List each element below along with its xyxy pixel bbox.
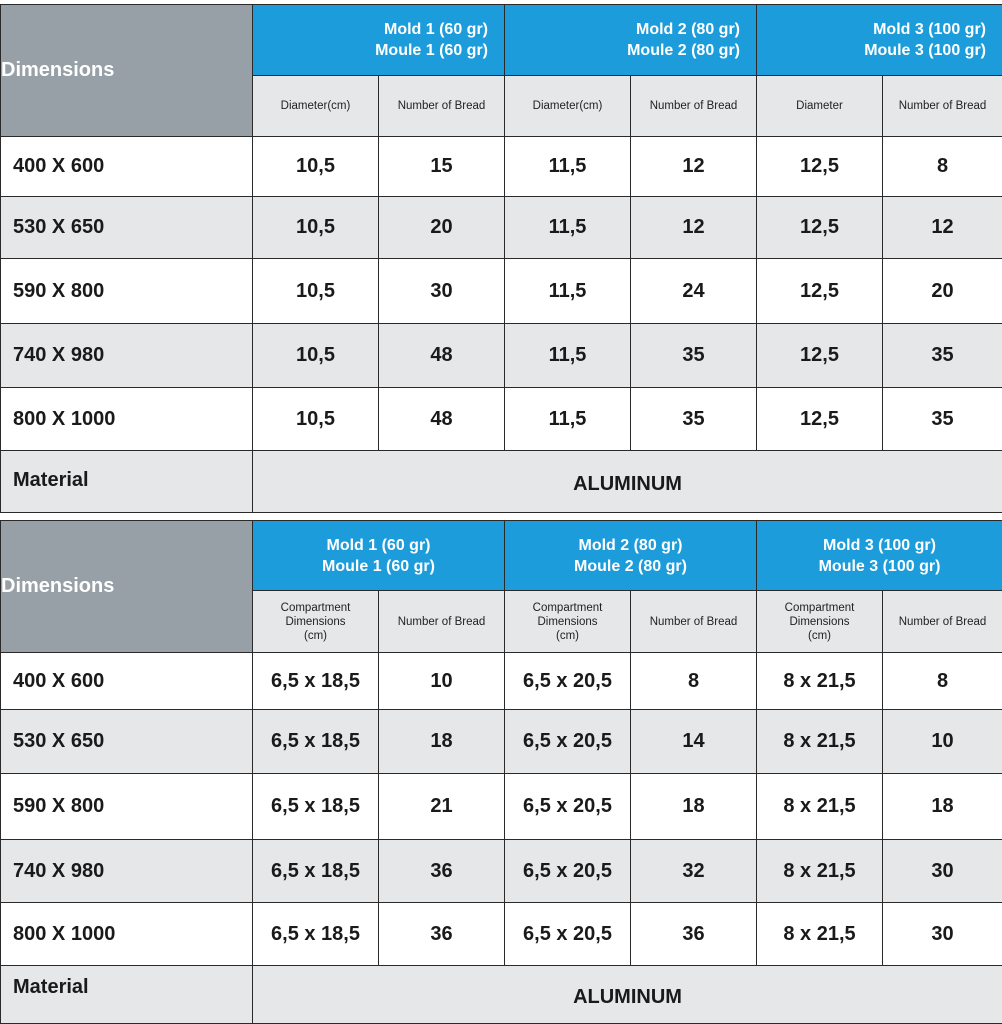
subheader-compartment-dimensions [253, 591, 379, 653]
bread-count-cell: 35 [631, 324, 757, 388]
bread-count-cell: 12 [631, 137, 757, 197]
mold-1-label: Mold 1 (60 gr) [326, 536, 431, 554]
bread-count-cell: 32 [631, 840, 757, 903]
bread-count-cell: 8 [631, 653, 757, 710]
diameter-cell: 11,5 [505, 137, 631, 197]
dimension-cell: 530 X 650 [1, 710, 253, 774]
bread-count-cell: 24 [631, 259, 757, 324]
dimension-cell: 400 X 600 [1, 137, 253, 197]
subheader-diameter: Diameter(cm) [505, 76, 631, 137]
compartment-cell: 6,5 x 20,5 [505, 774, 631, 840]
subheader-number-of-bread: Number of Bread [883, 591, 1002, 653]
mold-2-header [505, 5, 757, 76]
diameter-cell: 10,5 [253, 324, 379, 388]
compartment-cell: 6,5 x 20,5 [505, 903, 631, 966]
diameter-cell: 12,5 [757, 324, 883, 388]
diameter-cell: 10,5 [253, 197, 379, 259]
table-row [1, 259, 1002, 324]
bread-count-cell: 20 [379, 197, 505, 259]
dimensions-header: Dimensions [1, 5, 253, 137]
compartment-cell: 6,5 x 18,5 [253, 653, 379, 710]
moule-3-label: Moule 3 (100 gr) [818, 557, 941, 575]
subheader-diameter: Diameter [757, 76, 883, 137]
moule-2-label: Moule 2 (80 gr) [574, 557, 687, 575]
subheader-diameter: Diameter(cm) [253, 76, 379, 137]
compartment-cell: 8 x 21,5 [757, 710, 883, 774]
compartment-cell: 8 x 21,5 [757, 653, 883, 710]
mold-3-header [757, 521, 1002, 591]
bread-count-cell: 35 [883, 388, 1002, 451]
subheader-number-of-bread: Number of Bread [379, 76, 505, 137]
subheader-number-of-bread: Number of Bread [379, 591, 505, 653]
table-row [1, 903, 1002, 966]
dimension-cell: 590 X 800 [1, 259, 253, 324]
bread-count-cell: 18 [883, 774, 1002, 840]
table-row [1, 388, 1002, 451]
material-value: ALUMINUM [253, 966, 1002, 1024]
compartment-cell: 8 x 21,5 [757, 903, 883, 966]
table-row [1, 840, 1002, 903]
material-value: ALUMINUM [253, 451, 1002, 513]
bread-count-cell: 36 [631, 903, 757, 966]
table-row [1, 710, 1002, 774]
diameter-mold-table [0, 4, 1002, 513]
bread-count-cell: 48 [379, 324, 505, 388]
mold-1-label: Mold 1 (60 gr) [383, 21, 488, 38]
bread-count-cell: 12 [883, 197, 1002, 259]
dimensions-header: Dimensions [1, 521, 253, 653]
table-row [1, 197, 1002, 259]
bread-count-cell: 30 [883, 840, 1002, 903]
table-row [1, 653, 1002, 710]
diameter-cell: 11,5 [505, 197, 631, 259]
bread-count-cell: 36 [379, 903, 505, 966]
mold-3-label: Mold 3 (100 gr) [823, 536, 936, 554]
compartment-cell: 8 x 21,5 [757, 774, 883, 840]
diameter-cell: 10,5 [253, 137, 379, 197]
diameter-cell: 12,5 [757, 137, 883, 197]
material-label: Material [1, 966, 253, 1024]
moule-1-label: Moule 1 (60 gr) [375, 42, 488, 59]
bread-count-cell: 8 [883, 137, 1002, 197]
bread-count-cell: 36 [379, 840, 505, 903]
mold-2-label: Mold 2 (80 gr) [635, 21, 740, 38]
subheader-number-of-bread: Number of Bread [631, 76, 757, 137]
compartment-cell: 6,5 x 18,5 [253, 840, 379, 903]
bread-count-cell: 15 [379, 137, 505, 197]
bread-count-cell: 10 [379, 653, 505, 710]
compartment-cell: 6,5 x 18,5 [253, 903, 379, 966]
mold-2-header [505, 521, 757, 591]
dimension-cell: 740 X 980 [1, 324, 253, 388]
subheader-compartment-dimensions [757, 591, 883, 653]
bread-count-cell: 35 [631, 388, 757, 451]
bread-count-cell: 20 [883, 259, 1002, 324]
diameter-cell: 12,5 [757, 197, 883, 259]
subheader-line: Dimensions [537, 615, 598, 628]
material-row [1, 451, 1002, 513]
subheader-line: Dimensions [789, 615, 850, 628]
table-row [1, 137, 1002, 197]
compartment-cell: 6,5 x 20,5 [505, 653, 631, 710]
subheader-compartment-dimensions [505, 591, 631, 653]
moule-2-label: Moule 2 (80 gr) [627, 42, 740, 59]
dimension-cell: 530 X 650 [1, 197, 253, 259]
bread-count-cell: 30 [883, 903, 1002, 966]
moule-1-label: Moule 1 (60 gr) [322, 557, 435, 575]
diameter-cell: 12,5 [757, 388, 883, 451]
moule-3-label: Moule 3 (100 gr) [864, 42, 986, 59]
diameter-cell: 11,5 [505, 388, 631, 451]
subheader-line: Compartment [784, 601, 855, 614]
compartment-cell: 6,5 x 20,5 [505, 710, 631, 774]
diameter-cell: 10,5 [253, 388, 379, 451]
compartment-cell: 6,5 x 20,5 [505, 840, 631, 903]
subheader-line: Dimensions [285, 615, 346, 628]
dimension-cell: 800 X 1000 [1, 903, 253, 966]
mold-3-header [757, 5, 1002, 76]
dimension-cell: 400 X 600 [1, 653, 253, 710]
subheader-line: Compartment [280, 601, 351, 614]
bread-count-cell: 30 [379, 259, 505, 324]
bread-count-cell: 14 [631, 710, 757, 774]
table-row [1, 774, 1002, 840]
bread-count-cell: 21 [379, 774, 505, 840]
bread-count-cell: 10 [883, 710, 1002, 774]
diameter-cell: 10,5 [253, 259, 379, 324]
bread-count-cell: 18 [631, 774, 757, 840]
material-label: Material [1, 451, 253, 513]
subheader-line: (cm) [304, 629, 327, 642]
dimension-cell: 740 X 980 [1, 840, 253, 903]
compartment-cell: 6,5 x 18,5 [253, 710, 379, 774]
diameter-cell: 11,5 [505, 324, 631, 388]
mold-1-header [253, 521, 505, 591]
compartment-cell: 6,5 x 18,5 [253, 774, 379, 840]
material-row [1, 966, 1002, 1024]
subheader-line: Compartment [532, 601, 603, 614]
mold-2-label: Mold 2 (80 gr) [578, 536, 683, 554]
subheader-line: (cm) [808, 629, 831, 642]
dimension-cell: 590 X 800 [1, 774, 253, 840]
subheader-line: (cm) [556, 629, 579, 642]
bread-count-cell: 12 [631, 197, 757, 259]
subheader-number-of-bread: Number of Bread [631, 591, 757, 653]
compartment-cell: 8 x 21,5 [757, 840, 883, 903]
dimension-cell: 800 X 1000 [1, 388, 253, 451]
mold-3-label: Mold 3 (100 gr) [873, 21, 986, 38]
diameter-cell: 12,5 [757, 259, 883, 324]
table-row [1, 324, 1002, 388]
bread-count-cell: 8 [883, 653, 1002, 710]
bread-count-cell: 18 [379, 710, 505, 774]
subheader-number-of-bread: Number of Bread [883, 76, 1002, 137]
compartment-mold-table [0, 520, 1002, 1024]
bread-count-cell: 48 [379, 388, 505, 451]
diameter-cell: 11,5 [505, 259, 631, 324]
mold-1-header [253, 5, 505, 76]
bread-count-cell: 35 [883, 324, 1002, 388]
